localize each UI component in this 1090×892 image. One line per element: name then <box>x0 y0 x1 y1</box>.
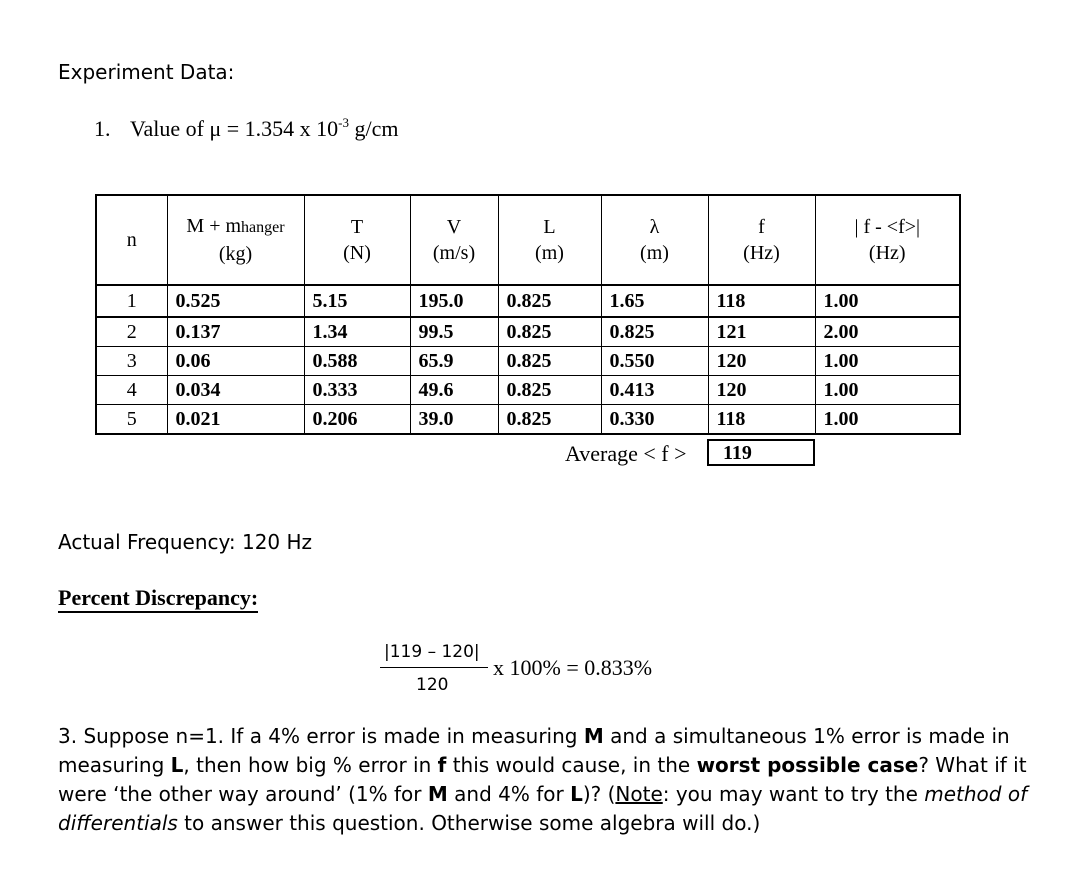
cell-tension: 0.206 <box>304 405 410 435</box>
formula-result: x 100% = 0.833% <box>493 655 653 680</box>
bold-M: M <box>427 782 448 806</box>
cell-length: 0.825 <box>498 285 601 317</box>
note-underlined: Note <box>615 782 663 806</box>
cell-velocity: 99.5 <box>410 317 498 347</box>
header-mass: M + mhanger (kg) <box>167 195 304 285</box>
cell-tension: 1.34 <box>304 317 410 347</box>
actual-frequency: Actual Frequency: 120 Hz <box>58 530 313 554</box>
header-n: n <box>96 195 167 285</box>
table-header-row <box>96 195 960 285</box>
cell-tension: 0.588 <box>304 347 410 376</box>
cell-wavelength: 0.330 <box>601 405 708 435</box>
cell-length: 0.825 <box>498 317 601 347</box>
cell-frequency: 120 <box>708 376 815 405</box>
header-deviation: | f - <f>| (Hz) <box>815 195 960 285</box>
cell-length: 0.825 <box>498 405 601 435</box>
cell-velocity: 195.0 <box>410 285 498 317</box>
cell-wavelength: 1.65 <box>601 285 708 317</box>
header-tension: T (N) <box>304 195 410 285</box>
cell-wavelength: 0.550 <box>601 347 708 376</box>
cell-mass: 0.525 <box>167 285 304 317</box>
section-heading: Experiment Data: <box>58 60 235 84</box>
header-velocity: V (m/s) <box>410 195 498 285</box>
cell-tension: 0.333 <box>304 376 410 405</box>
cell-frequency: 120 <box>708 347 815 376</box>
cell-length: 0.825 <box>498 376 601 405</box>
question-3: 3. Suppose n=1. If a 4% error is made in measuring M and a simultaneous 1% error is made in measuring L, then how big % error in f this would cause, in the worst possible case? What if it were ‘the other way around’ (1% for M and 4% for L)? (Note: you may want to try the method of differentials to answer this question. Otherwise some algebra will do.) <box>58 724 1028 835</box>
mu-value-line <box>94 116 398 142</box>
cell-wavelength: 0.413 <box>601 376 708 405</box>
mu-text: Value of μ = 1.354 x 10 <box>130 116 339 141</box>
table-row <box>96 347 960 376</box>
list-number: 1. <box>94 116 111 141</box>
cell-deviation: 1.00 <box>815 376 960 405</box>
header-length: L (m) <box>498 195 601 285</box>
fraction-bar <box>380 667 488 668</box>
table-row <box>96 285 960 317</box>
bold-L: L <box>170 753 184 777</box>
mu-exponent: -3 <box>338 115 349 130</box>
cell-length: 0.825 <box>498 347 601 376</box>
cell-velocity: 39.0 <box>410 405 498 435</box>
experiment-data-table <box>95 194 961 435</box>
cell-mass: 0.06 <box>167 347 304 376</box>
cell-n: 1 <box>96 285 167 317</box>
bold-M: M <box>583 724 604 748</box>
cell-velocity: 65.9 <box>410 347 498 376</box>
cell-mass: 0.137 <box>167 317 304 347</box>
header-frequency: f (Hz) <box>708 195 815 285</box>
cell-deviation: 1.00 <box>815 285 960 317</box>
table-row <box>96 405 960 435</box>
cell-n: 3 <box>96 347 167 376</box>
mu-unit: g/cm <box>348 116 399 141</box>
fraction-numerator: |119 – 120| <box>384 642 480 662</box>
table-row <box>96 376 960 405</box>
cell-mass: 0.034 <box>167 376 304 405</box>
average-label: Average < f > <box>565 441 687 466</box>
cell-tension: 5.15 <box>304 285 410 317</box>
bold-L: L <box>570 782 583 806</box>
cell-deviation: 2.00 <box>815 317 960 347</box>
cell-velocity: 49.6 <box>410 376 498 405</box>
fraction-denominator: 120 <box>416 675 449 695</box>
cell-n: 4 <box>96 376 167 405</box>
cell-n: 2 <box>96 317 167 347</box>
cell-deviation: 1.00 <box>815 405 960 435</box>
percent-discrepancy-heading: Percent Discrepancy: <box>58 585 258 613</box>
cell-wavelength: 0.825 <box>601 317 708 347</box>
cell-n: 5 <box>96 405 167 435</box>
average-value: 119 <box>707 439 815 466</box>
table-row <box>96 317 960 347</box>
cell-frequency: 118 <box>708 405 815 435</box>
header-wavelength: λ (m) <box>601 195 708 285</box>
bold-worst-case: worst possible case <box>696 753 919 777</box>
cell-frequency: 118 <box>708 285 815 317</box>
cell-mass: 0.021 <box>167 405 304 435</box>
bold-f: f <box>437 753 447 777</box>
header-mass-sub: hanger <box>241 219 285 236</box>
cell-deviation: 1.00 <box>815 347 960 376</box>
italic-method: method of differentials <box>58 782 1028 835</box>
cell-frequency: 121 <box>708 317 815 347</box>
